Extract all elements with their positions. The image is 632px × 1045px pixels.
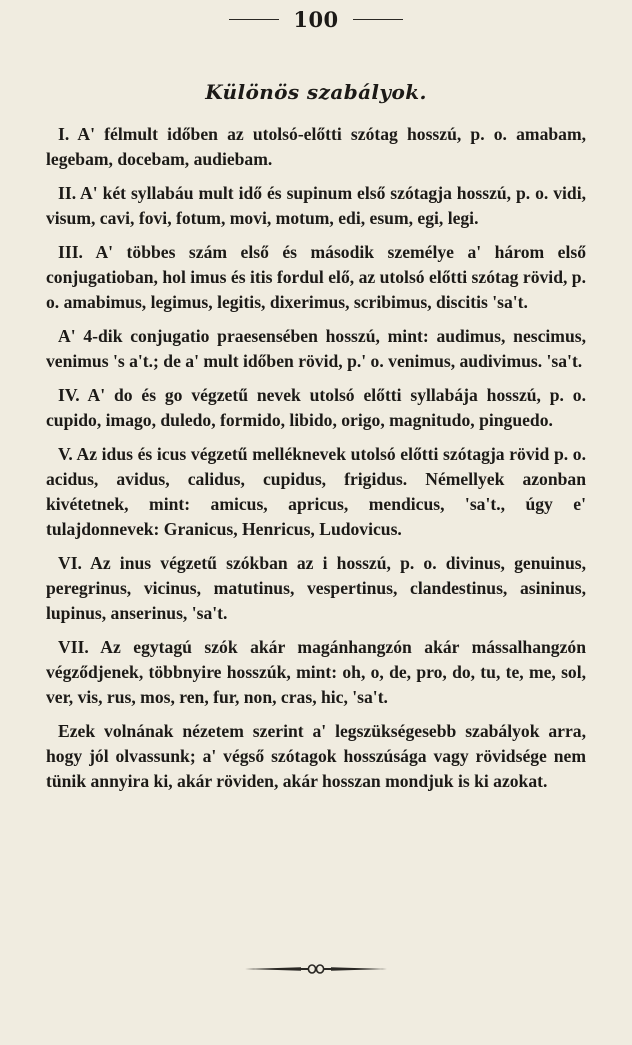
header-rule-right: [353, 19, 403, 20]
paragraph-rule-2: II. A' két syllabáu mult idő és supinum első szótagja hosszú, p. o. vidi, visum, cavi, fovi, fotum, movi, motum, edi, esum, egi, legi.: [46, 183, 586, 228]
paragraph-rule-5: V. Az idus és icus végzetű melléknevek utolsó előtti szótagja rövid p. o. acidus, avidus, calidus, cupidus, frigidus. Némellyek azonban kivétetnek, mint: amicus, apricus, mendicus, 'sa't., úgy e' tulajdonnevek: Granicus, Henricus, Ludovicus.: [46, 444, 586, 539]
ornament-icon: [241, 962, 391, 976]
paragraph-rule-3: III. A' többes szám első és második személye a' három első conjugatioban, hol imus és itis fordul elő, az utolsó előtti szótag rövid, p. o. amabimus, legimus, legitis, dixerimus, scribimus, discitis 'sa't.: [46, 242, 586, 312]
page-number: 100: [293, 6, 339, 32]
paragraph-rule-6: VI. Az inus végzetű szókban az i hosszú, p. o. divinus, genuinus, peregrinus, vicinus, matutinus, vespertinus, clandestinus, asininus, lupinus, anserinus, 'sa't.: [46, 553, 586, 623]
ornamental-rule: [0, 962, 632, 976]
section-title: Különös szabályok.: [205, 80, 427, 104]
header-rule-left: [229, 19, 279, 20]
page-header: [0, 4, 632, 34]
paragraph-rule-4: IV. A' do és go végzetű nevek utolsó előtti syllabája hosszú, p. o. cupido, imago, duledo, formido, libido, origo, magnitudo, pinguedo.: [46, 385, 586, 430]
paragraph-rule-7: VII. Az egytagú szók akár magánhangzón akár mássalhangzón végződjenek, többnyire hosszúk, mint: oh, o, de, pro, do, tu, te, me, sol, ver, vis, rus, mos, ren, fur, non, cras, hic, 'sa't.: [46, 637, 586, 707]
paragraph-rule-1: I. A' félmult időben az utolsó-előtti szótag hosszú, p. o. amabam, legebam, docebam, audiebam.: [46, 124, 586, 169]
paragraph-rule-3-note: A' 4-dik conjugatio praesensében hosszú, mint: audimus, nescimus, venimus 's a't.; de a' mult időben rövid, p.' o. venimus, audivimus. 'sa't.: [46, 326, 586, 371]
paragraph-conclusion: Ezek volnának nézetem szerint a' legszükségesebb szabályok arra, hogy jól olvassunk; a' végső szótagok hosszúsága vagy rövidsége nem tünik annyira ki, akár röviden, akár hosszan mondjuk is ki azokat.: [46, 721, 586, 791]
body-text: [46, 122, 586, 803]
